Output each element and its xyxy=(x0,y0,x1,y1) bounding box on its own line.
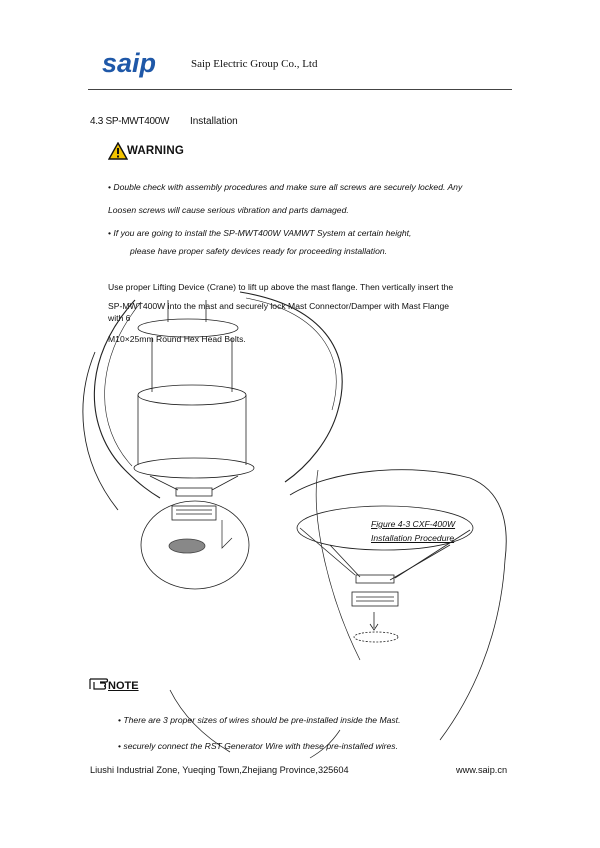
bullet-icon: • xyxy=(118,741,124,751)
section-number: 4.3 SP-MWT400W xyxy=(90,116,170,127)
warning-bullet-2-line-2: please have proper safety devices ready for proceeding installation. xyxy=(130,246,388,256)
bullet-icon: • xyxy=(108,228,114,238)
footer-website[interactable]: www.saip.cn xyxy=(456,765,508,775)
instruction-line-3: with 6 xyxy=(108,313,131,323)
figure-caption-line-2: Installation Procedure xyxy=(371,533,455,543)
figure-caption-line-1: Figure 4-3 CXF-400W xyxy=(371,519,456,529)
instruction-line-4: M10×25mm Round Hex Head Bolts. xyxy=(108,334,246,344)
footer-address: Liushi Industrial Zone, Yueqing Town,Zhejiang Province,325604 xyxy=(90,765,349,775)
note-bullet-2 xyxy=(118,741,398,751)
warning-bullet-1-text: Double check with assembly procedures and make sure all screws are securely locked. Any xyxy=(113,182,463,192)
note-label: NOTE xyxy=(108,680,139,692)
closeup-connector xyxy=(352,592,398,606)
bullet-icon: • xyxy=(108,182,114,192)
warning-bullet-1-line-2: Loosen screws will cause serious vibration and parts damaged. xyxy=(108,205,349,215)
top-disc xyxy=(138,319,238,337)
note-bullet-1-text: There are 3 proper sizes of wires should be pre-installed inside the Mast. xyxy=(123,715,401,725)
section-label: Installation xyxy=(189,116,238,127)
instruction-line-2: SP-MWT400W into the mast and securely lock Mast Connector/Damper with Mast Flange xyxy=(108,301,450,311)
company-logo: saip xyxy=(102,48,157,78)
figure-caption xyxy=(371,517,455,545)
instruction-line-1: Use proper Lifting Device (Crane) to lift up above the mast flange. Then vertically insert the xyxy=(108,282,454,292)
mast-connector xyxy=(172,506,216,520)
note-bullet-2-text: securely connect the RST Generator Wire with these pre-installed wires. xyxy=(123,741,398,751)
closeup-outer-arc xyxy=(290,470,506,560)
company-name: Saip Electric Group Co., Ltd xyxy=(191,58,318,70)
bullet-icon: • xyxy=(118,715,124,725)
blade-left xyxy=(94,300,160,498)
warning-bullet-2-text: If you are going to install the SP-MWT400W VAMWT System at certain height, xyxy=(113,228,412,238)
note-bullet-1 xyxy=(118,715,400,725)
warning-label: WARNING xyxy=(127,145,184,157)
closeup-flange xyxy=(354,632,398,642)
blade-right xyxy=(240,292,342,482)
bottom-disc xyxy=(134,458,254,478)
